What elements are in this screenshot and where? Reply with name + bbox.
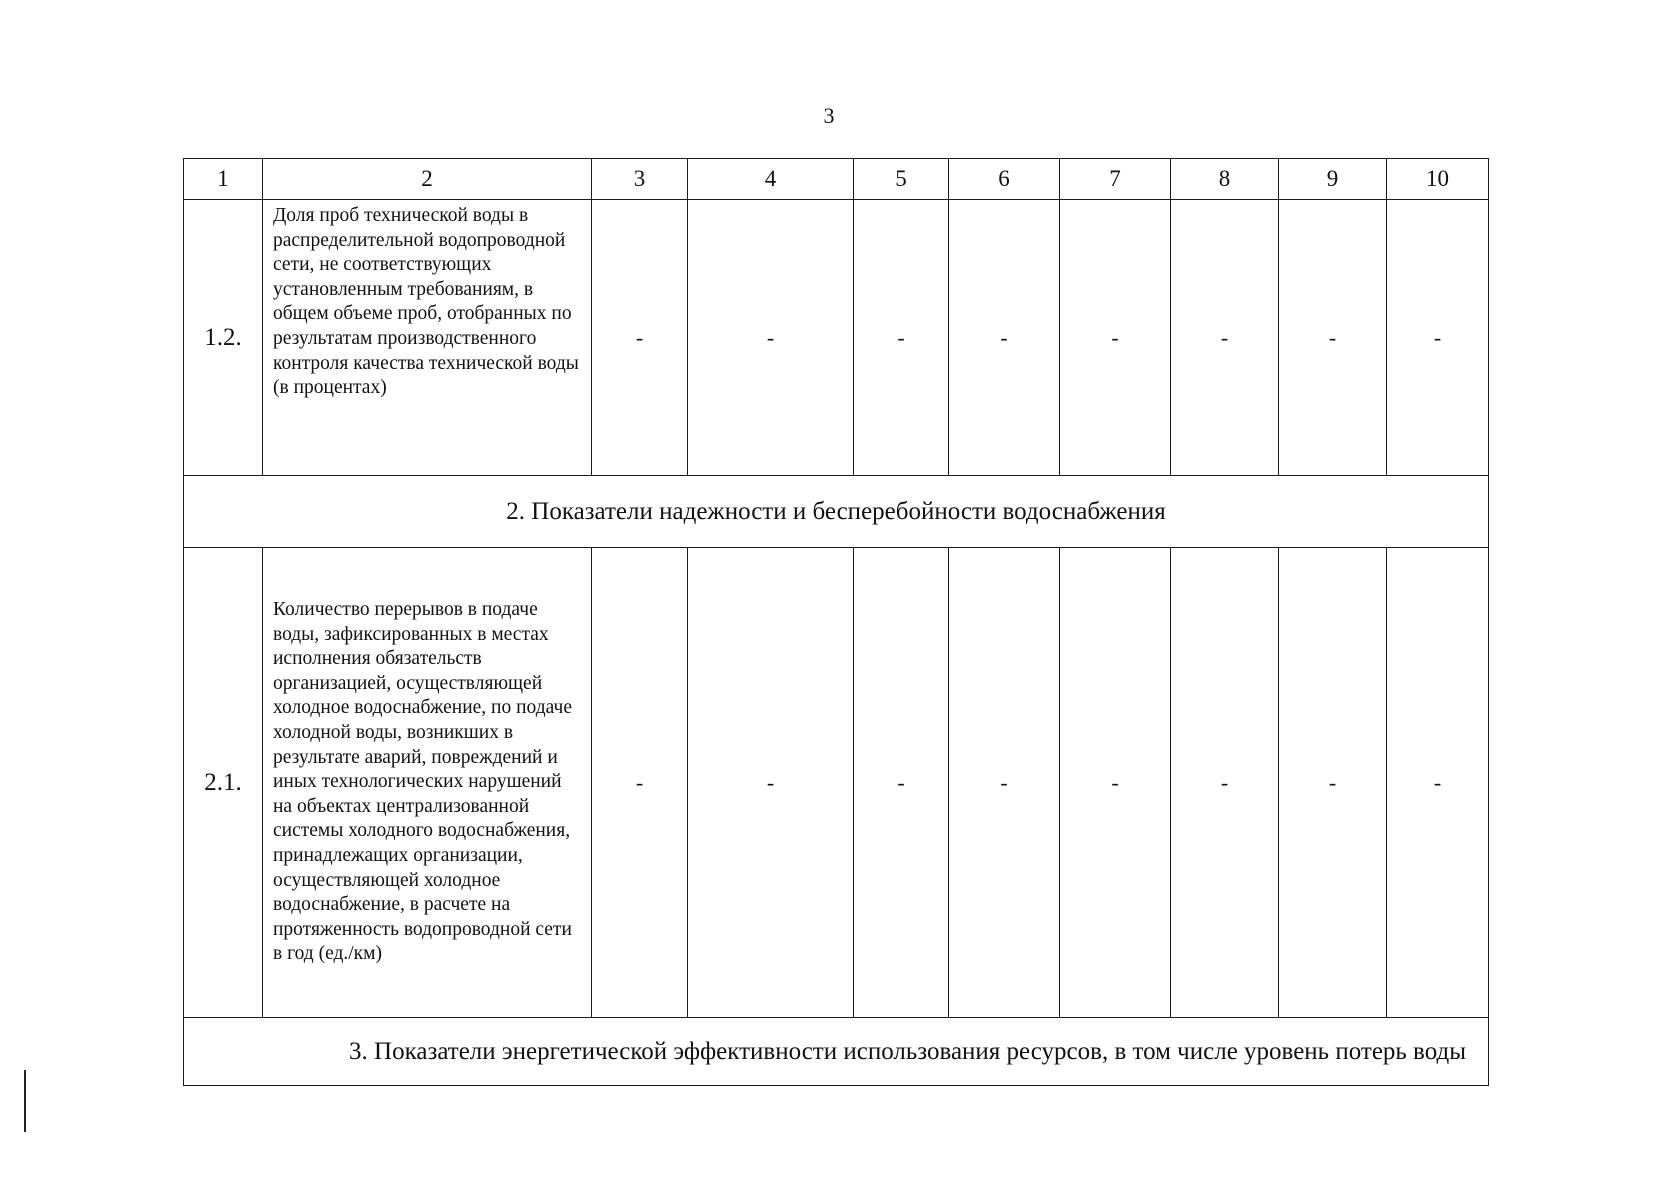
section-heading: 2. Показатели надежности и бесперебойности водоснабжения	[184, 476, 1489, 548]
column-header: 3	[592, 159, 688, 200]
row-value: -	[1060, 200, 1171, 476]
row-value: -	[1171, 548, 1279, 1018]
row-value: -	[1279, 200, 1387, 476]
column-header: 6	[949, 159, 1060, 200]
section-row	[184, 476, 1489, 548]
row-value: -	[1279, 548, 1387, 1018]
row-value: -	[949, 200, 1060, 476]
row-value: -	[949, 548, 1060, 1018]
margin-mark	[24, 1070, 26, 1132]
column-header: 4	[688, 159, 854, 200]
row-value: -	[854, 548, 949, 1018]
section-row	[184, 1018, 1489, 1086]
row-number: 2.1.	[184, 548, 263, 1018]
row-value: -	[688, 548, 854, 1018]
row-value: -	[854, 200, 949, 476]
row-number: 1.2.	[184, 200, 263, 476]
page-number: 3	[823, 103, 835, 128]
row-value: -	[1387, 548, 1489, 1018]
column-header: 1	[184, 159, 263, 200]
column-number-row	[184, 159, 1489, 200]
section-heading: 3. Показатели энергетической эффективности использования ресурсов, в том числе уровень потерь воды	[184, 1018, 1489, 1086]
table-row	[184, 200, 1489, 476]
column-header: 10	[1387, 159, 1489, 200]
row-value: -	[1171, 200, 1279, 476]
column-header: 7	[1060, 159, 1171, 200]
column-header: 2	[263, 159, 592, 200]
row-description: Доля проб технической воды в распределительной водопроводной сети, не соответствующих установленным требованиям, в общем объеме проб, отобранных по результатам производственного контроля качества технической воды (в процентах)	[263, 200, 592, 476]
column-header: 5	[854, 159, 949, 200]
row-description: Количество перерывов в подаче воды, зафиксированных в местах исполнения обязательств организацией, осуществляющей холодное водоснабжение, по подаче холодной воды, возникших в результате аварий, повреждений и иных технологических нарушений на объектах централизованной системы холодного водоснабжения, принадлежащих организации, осуществляющей холодное водоснабжение, в расчете на протяженность водопроводной сети в год (ед./км)	[263, 548, 592, 1018]
column-header: 8	[1171, 159, 1279, 200]
indicators-table	[183, 158, 1489, 1086]
row-value: -	[1387, 200, 1489, 476]
row-value: -	[592, 548, 688, 1018]
row-value: -	[1060, 548, 1171, 1018]
column-header: 9	[1279, 159, 1387, 200]
row-value: -	[688, 200, 854, 476]
row-value: -	[592, 200, 688, 476]
table-row	[184, 548, 1489, 1018]
